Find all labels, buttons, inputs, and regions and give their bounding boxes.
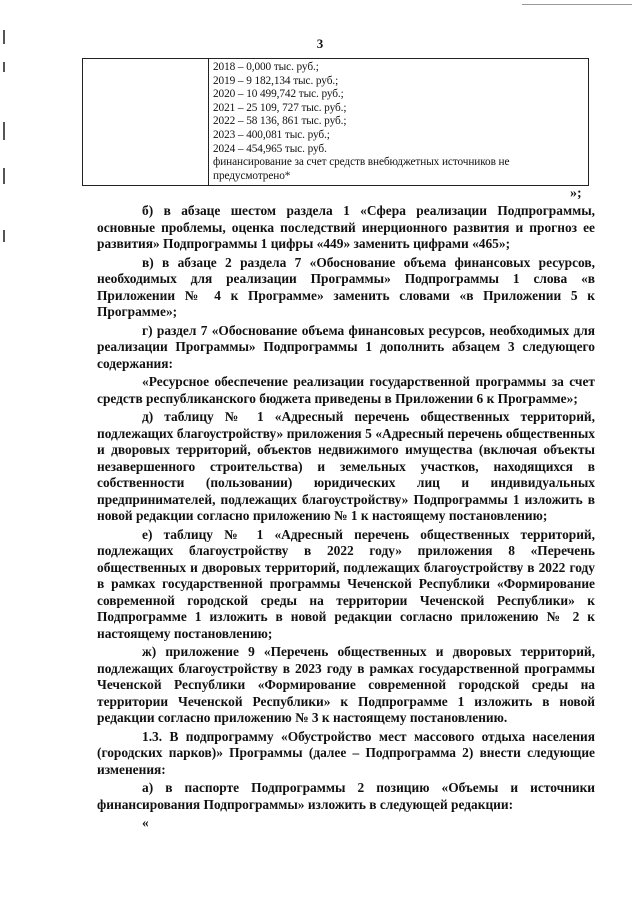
table-line: 2021 – 25 109, 727 тыс. руб.; [213, 101, 347, 114]
paragraph: «Ресурсное обеспечение реализации государственной программы за счет средств республиканского бюджета приведены в Приложении 6 к Программе»; [97, 374, 595, 406]
closing-quote: »; [570, 186, 582, 201]
paragraph: д) таблицу № 1 «Адресный перечень общественных территорий, подлежащих благоустройству» приложения 5 «Адресный перечень общественных и дворовых территорий, объектов недвижимого имущества (включая объекты незавершенного строительства) и земельных участков, находящихся в собственности (пользовании) юридических лиц и индивидуальных предпринимателей, подлежащих благоустройству» Подпрограммы 1 изложить в новой редакции согласно приложению № 1 к настоящему постановлению; [97, 409, 595, 523]
scan-binding-marks [3, 10, 6, 410]
paragraph: ж) приложение 9 «Перечень общественных и дворовых территорий, подлежащих благоустройству в 2023 году в рамках государственной программы Чеченской Республики «Формирование современной городской среды на территории Чеченской Республики» к Подпрограмме 1 изложить в новой редакции согласно приложению № 3 к настоящему постановлению. [97, 644, 595, 725]
page-number: 3 [316, 36, 324, 51]
paragraph: е) таблицу № 1 «Адресный перечень общественных территорий, подлежащих благоустройству в 2022 году» приложения 8 «Перечень общественных и дворовых территорий, подлежащих благоустройству в 2022 году в рамках государственной программы Чеченской Республики «Формирование современной городской среды на территории Чеченской Республики» к Подпрограмме 1 изложить в новой редакции согласно приложению № 2 к настоящему постановлению; [97, 526, 595, 641]
table-column-divider [208, 59, 209, 185]
document-body [97, 203, 595, 834]
paragraph: 1.3. В подпрограмму «Обустройство мест массового отдыха населения (городских парков)» Программы (далее – Подпрограмма 2) внести следующие изменения: [97, 728, 595, 777]
paragraph: « [142, 815, 149, 830]
table-line: 2019 – 9 182,134 тыс. руб.; [213, 74, 339, 87]
scan-edge-mark [522, 4, 632, 5]
financing-table [82, 58, 589, 186]
table-line: финансирование за счет средств внебюджетных источников не [213, 156, 510, 169]
paragraph: в) в абзаце 2 раздела 7 «Обоснование объема финансовых ресурсов, необходимых для реализации Программы» Подпрограммы 1 слова «в Приложении № 4 к Программе» заменить словами «в Приложении 5 к Программе»; [97, 254, 595, 319]
paragraph: а) в паспорте Подпрограммы 2 позицию «Объемы и источники финансирования Подпрограммы» изложить в следующей редакции: [97, 780, 595, 812]
table-line: 2022 – 58 136, 861 тыс. руб.; [213, 115, 347, 128]
table-line: 2018 – 0,000 тыс. руб.; [213, 61, 319, 73]
table-line: 2024 – 454,965 тыс. руб. [213, 142, 327, 155]
table-cell-financing [213, 61, 582, 183]
paragraph: г) раздел 7 «Обоснование объема финансовых ресурсов, необходимых для реализации Программы» Подпрограммы 1 дополнить абзацем 3 следующего содержания: [97, 322, 595, 371]
table-line: 2020 – 10 499,742 тыс. руб.; [213, 88, 344, 101]
table-line: 2023 – 400,081 тыс. руб.; [213, 128, 330, 141]
table-line: предусмотрено* [213, 169, 291, 182]
paragraph: б) в абзаце шестом раздела 1 «Сфера реализации Подпрограммы, основные проблемы, оценка последствий инерционного развития и прогноз ее развития» Подпрограммы 1 цифры «449» заменить цифрами «465»; [97, 203, 595, 251]
